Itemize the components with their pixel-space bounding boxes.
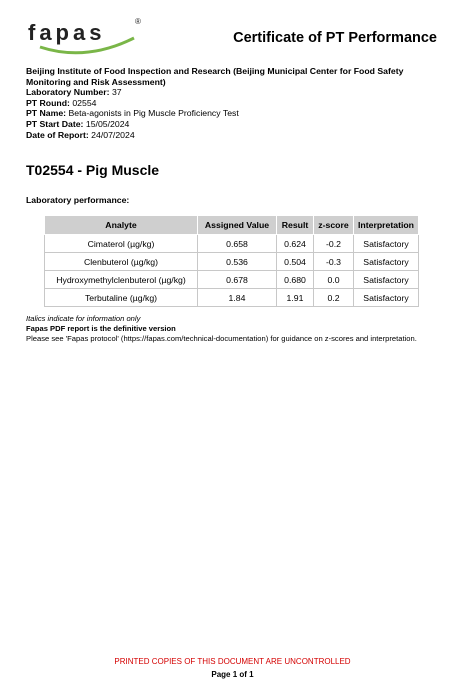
cell-result: 0.624 <box>277 235 314 253</box>
report-date-label: Date of Report: <box>26 129 89 140</box>
col-header-analyte: Analyte <box>45 216 198 235</box>
pt-round-label: PT Round: <box>26 97 70 108</box>
table-header-row <box>45 216 419 235</box>
cell-assigned-value: 0.536 <box>198 253 277 271</box>
cell-result: 0.504 <box>277 253 314 271</box>
registered-mark: ® <box>135 17 141 26</box>
pt-round-line <box>26 98 441 109</box>
cell-analyte: Cimaterol (µg/kg) <box>45 235 198 253</box>
fapas-logo <box>26 14 146 58</box>
logo-text: fapas <box>28 20 106 45</box>
table-row <box>45 235 419 253</box>
pt-start-date: 15/05/2024 <box>85 118 130 129</box>
lab-number-label: Laboratory Number: <box>26 87 110 98</box>
cell-z-score: -0.2 <box>314 235 354 253</box>
lab-info <box>26 66 441 140</box>
cell-interpretation: Satisfactory <box>354 289 419 307</box>
cell-z-score: 0.0 <box>314 271 354 289</box>
pt-start-label: PT Start Date: <box>26 118 84 129</box>
cell-z-score: 0.2 <box>314 289 354 307</box>
cell-result: 1.91 <box>277 289 314 307</box>
col-header-result: Result <box>277 216 314 235</box>
table-row <box>45 253 419 271</box>
table-row <box>45 271 419 289</box>
section-title: T02554 - Pig Muscle <box>26 162 160 178</box>
cell-interpretation: Satisfactory <box>354 253 419 271</box>
cell-assigned-value: 0.658 <box>198 235 277 253</box>
cell-assigned-value: 0.678 <box>198 271 277 289</box>
col-header-interpretation: Interpretation <box>354 216 419 235</box>
page-number: Page 1 of 1 <box>211 670 254 679</box>
col-header-assigned-value: Assigned Value <box>198 216 277 235</box>
italic-note: Italics indicate for information only <box>26 314 141 323</box>
cell-interpretation: Satisfactory <box>354 235 419 253</box>
results-table <box>44 215 419 307</box>
lab-number: 37 <box>111 87 122 98</box>
cell-analyte: Hydroxymethylclenbuterol (µg/kg) <box>45 271 198 289</box>
pt-start-line <box>26 119 441 130</box>
cell-analyte: Terbutaline (µg/kg) <box>45 289 198 307</box>
pt-name: Beta-agonists in Pig Muscle Proficiency Test <box>68 108 239 119</box>
uncontrolled-warning: PRINTED COPIES OF THIS DOCUMENT ARE UNCONTROLLED <box>114 657 351 666</box>
definitive-note: Fapas PDF report is the definitive version <box>26 324 176 333</box>
col-header-z-score: z-score <box>314 216 354 235</box>
lab-name: Beijing Institute of Food Inspection and Research (Beijing Municipal Center for Food Safety Monitoring and Risk Assessment) <box>26 66 404 87</box>
cell-assigned-value: 1.84 <box>198 289 277 307</box>
table-row <box>45 289 419 307</box>
pt-name-label: PT Name: <box>26 108 67 119</box>
document-title: Certificate of PT Performance <box>233 30 437 46</box>
cell-result: 0.680 <box>277 271 314 289</box>
cell-z-score: -0.3 <box>314 253 354 271</box>
cell-analyte: Clenbuterol (µg/kg) <box>45 253 198 271</box>
pt-name-line <box>26 108 441 119</box>
pt-round: 02554 <box>72 97 97 108</box>
cell-interpretation: Satisfactory <box>354 271 419 289</box>
report-date: 24/07/2024 <box>91 129 135 140</box>
performance-label: Laboratory performance: <box>26 195 130 205</box>
report-date-line <box>26 130 441 141</box>
guidance-note: Please see 'Fapas protocol' (https://fapas.com/technical-documentation) for guidance on z-scores and interpretation. <box>26 334 417 343</box>
lab-number-line <box>26 87 441 98</box>
notes <box>26 314 441 344</box>
